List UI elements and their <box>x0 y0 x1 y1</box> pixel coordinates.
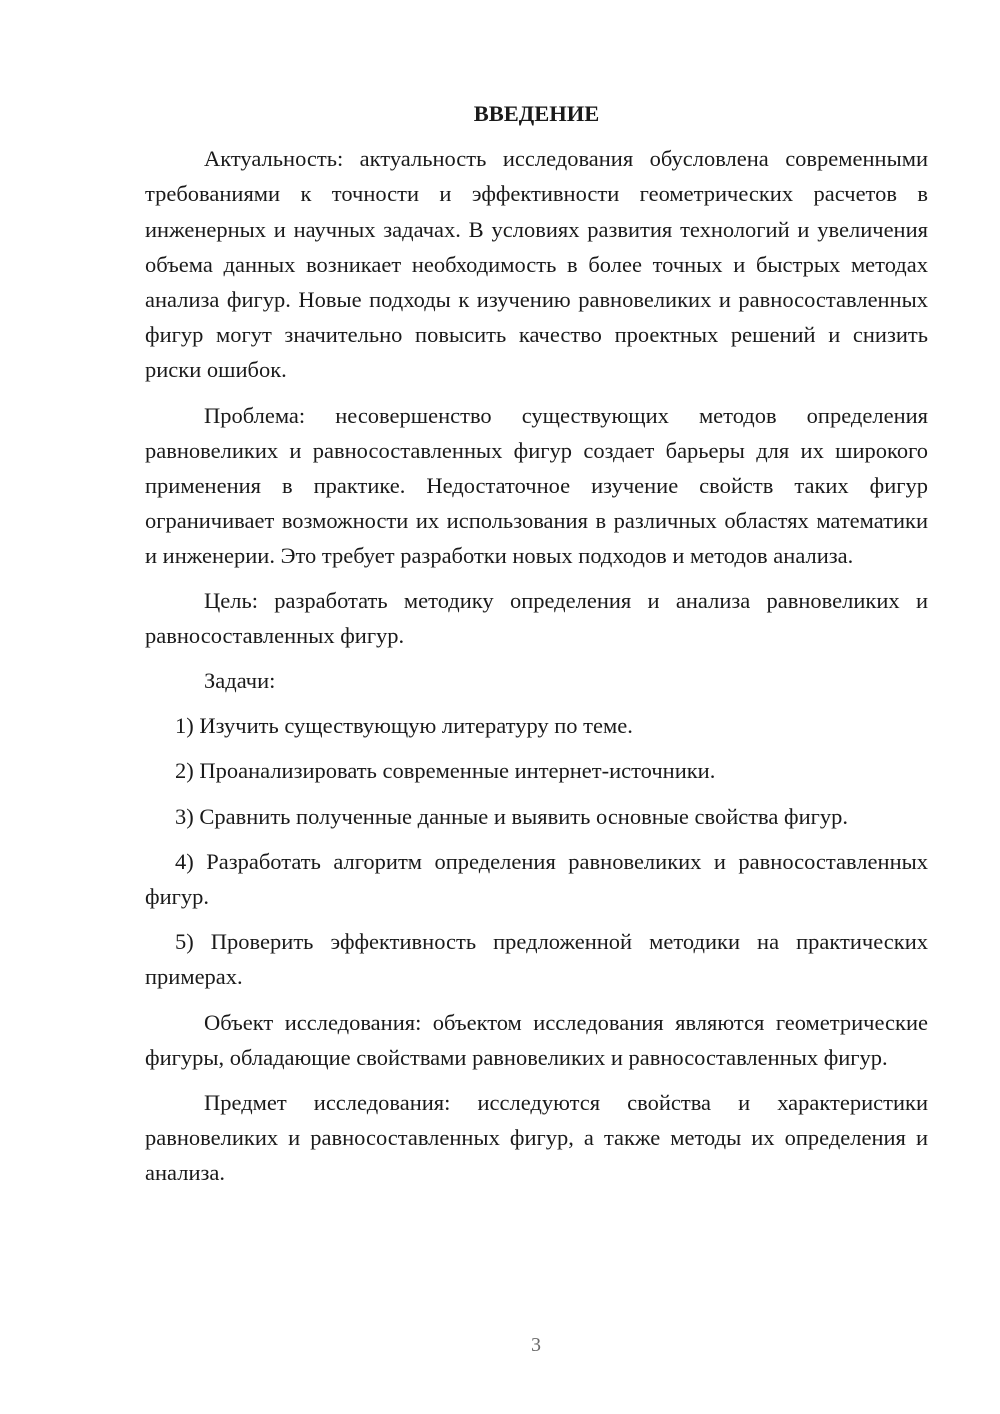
paragraph-subject: Предмет исследования: исследуются свойства и характеристики равновеликих и равносоставленных фигур, а также методы их определения и анализа. <box>145 1090 928 1186</box>
document-page <box>145 96 928 1191</box>
tasks-heading: Задачи: <box>204 668 276 694</box>
task-item-5: 5) Проверить эффективность предложенной методики на практических примерах. <box>145 929 928 990</box>
paragraph-problem: Проблема: несовершенство существующих методов определения равновеликих и равносоставленных фигур создает барьеры для их широкого применения в практике. Недостаточное изучение свойств таких фигур ограничивает возможности их использования в различных областях математики и инженерии. Это требует разработки новых подходов и методов анализа. <box>145 402 928 569</box>
page-number: 3 <box>531 1334 541 1356</box>
paragraph-object: Объект исследования: объектом исследования являются геометрические фигуры, обладающие свойствами равновеликих и равносоставленных фигур. <box>145 1009 928 1070</box>
paragraph-relevance: Актуальность: актуальность исследования обусловлена современными требованиями к точности и эффективности геометрических расчетов в инженерных и научных задачах. В условиях развития технологий и увеличения объема данных возникает необходимость в более точных и быстрых методах анализа фигур. Новые подходы к изучению равновеликих и равносоставленных фигур могут значительно повысить качество проектных решений и снизить риски ошибок. <box>145 146 928 383</box>
section-title: ВВЕДЕНИЕ <box>473 101 600 126</box>
paragraph-goal: Цель: разработать методику определения и анализа равновеликих и равносоставленных фигур. <box>145 587 928 648</box>
task-item-1: 1) Изучить существующую литературу по теме. <box>175 713 633 739</box>
task-item-4: 4) Разработать алгоритм определения равновеликих и равносоставленных фигур. <box>145 848 928 910</box>
task-item-3: 3) Сравнить полученные данные и выявить основные свойства фигур. <box>175 803 848 829</box>
task-item-2: 2) Проанализировать современные интернет-источники. <box>175 758 716 784</box>
